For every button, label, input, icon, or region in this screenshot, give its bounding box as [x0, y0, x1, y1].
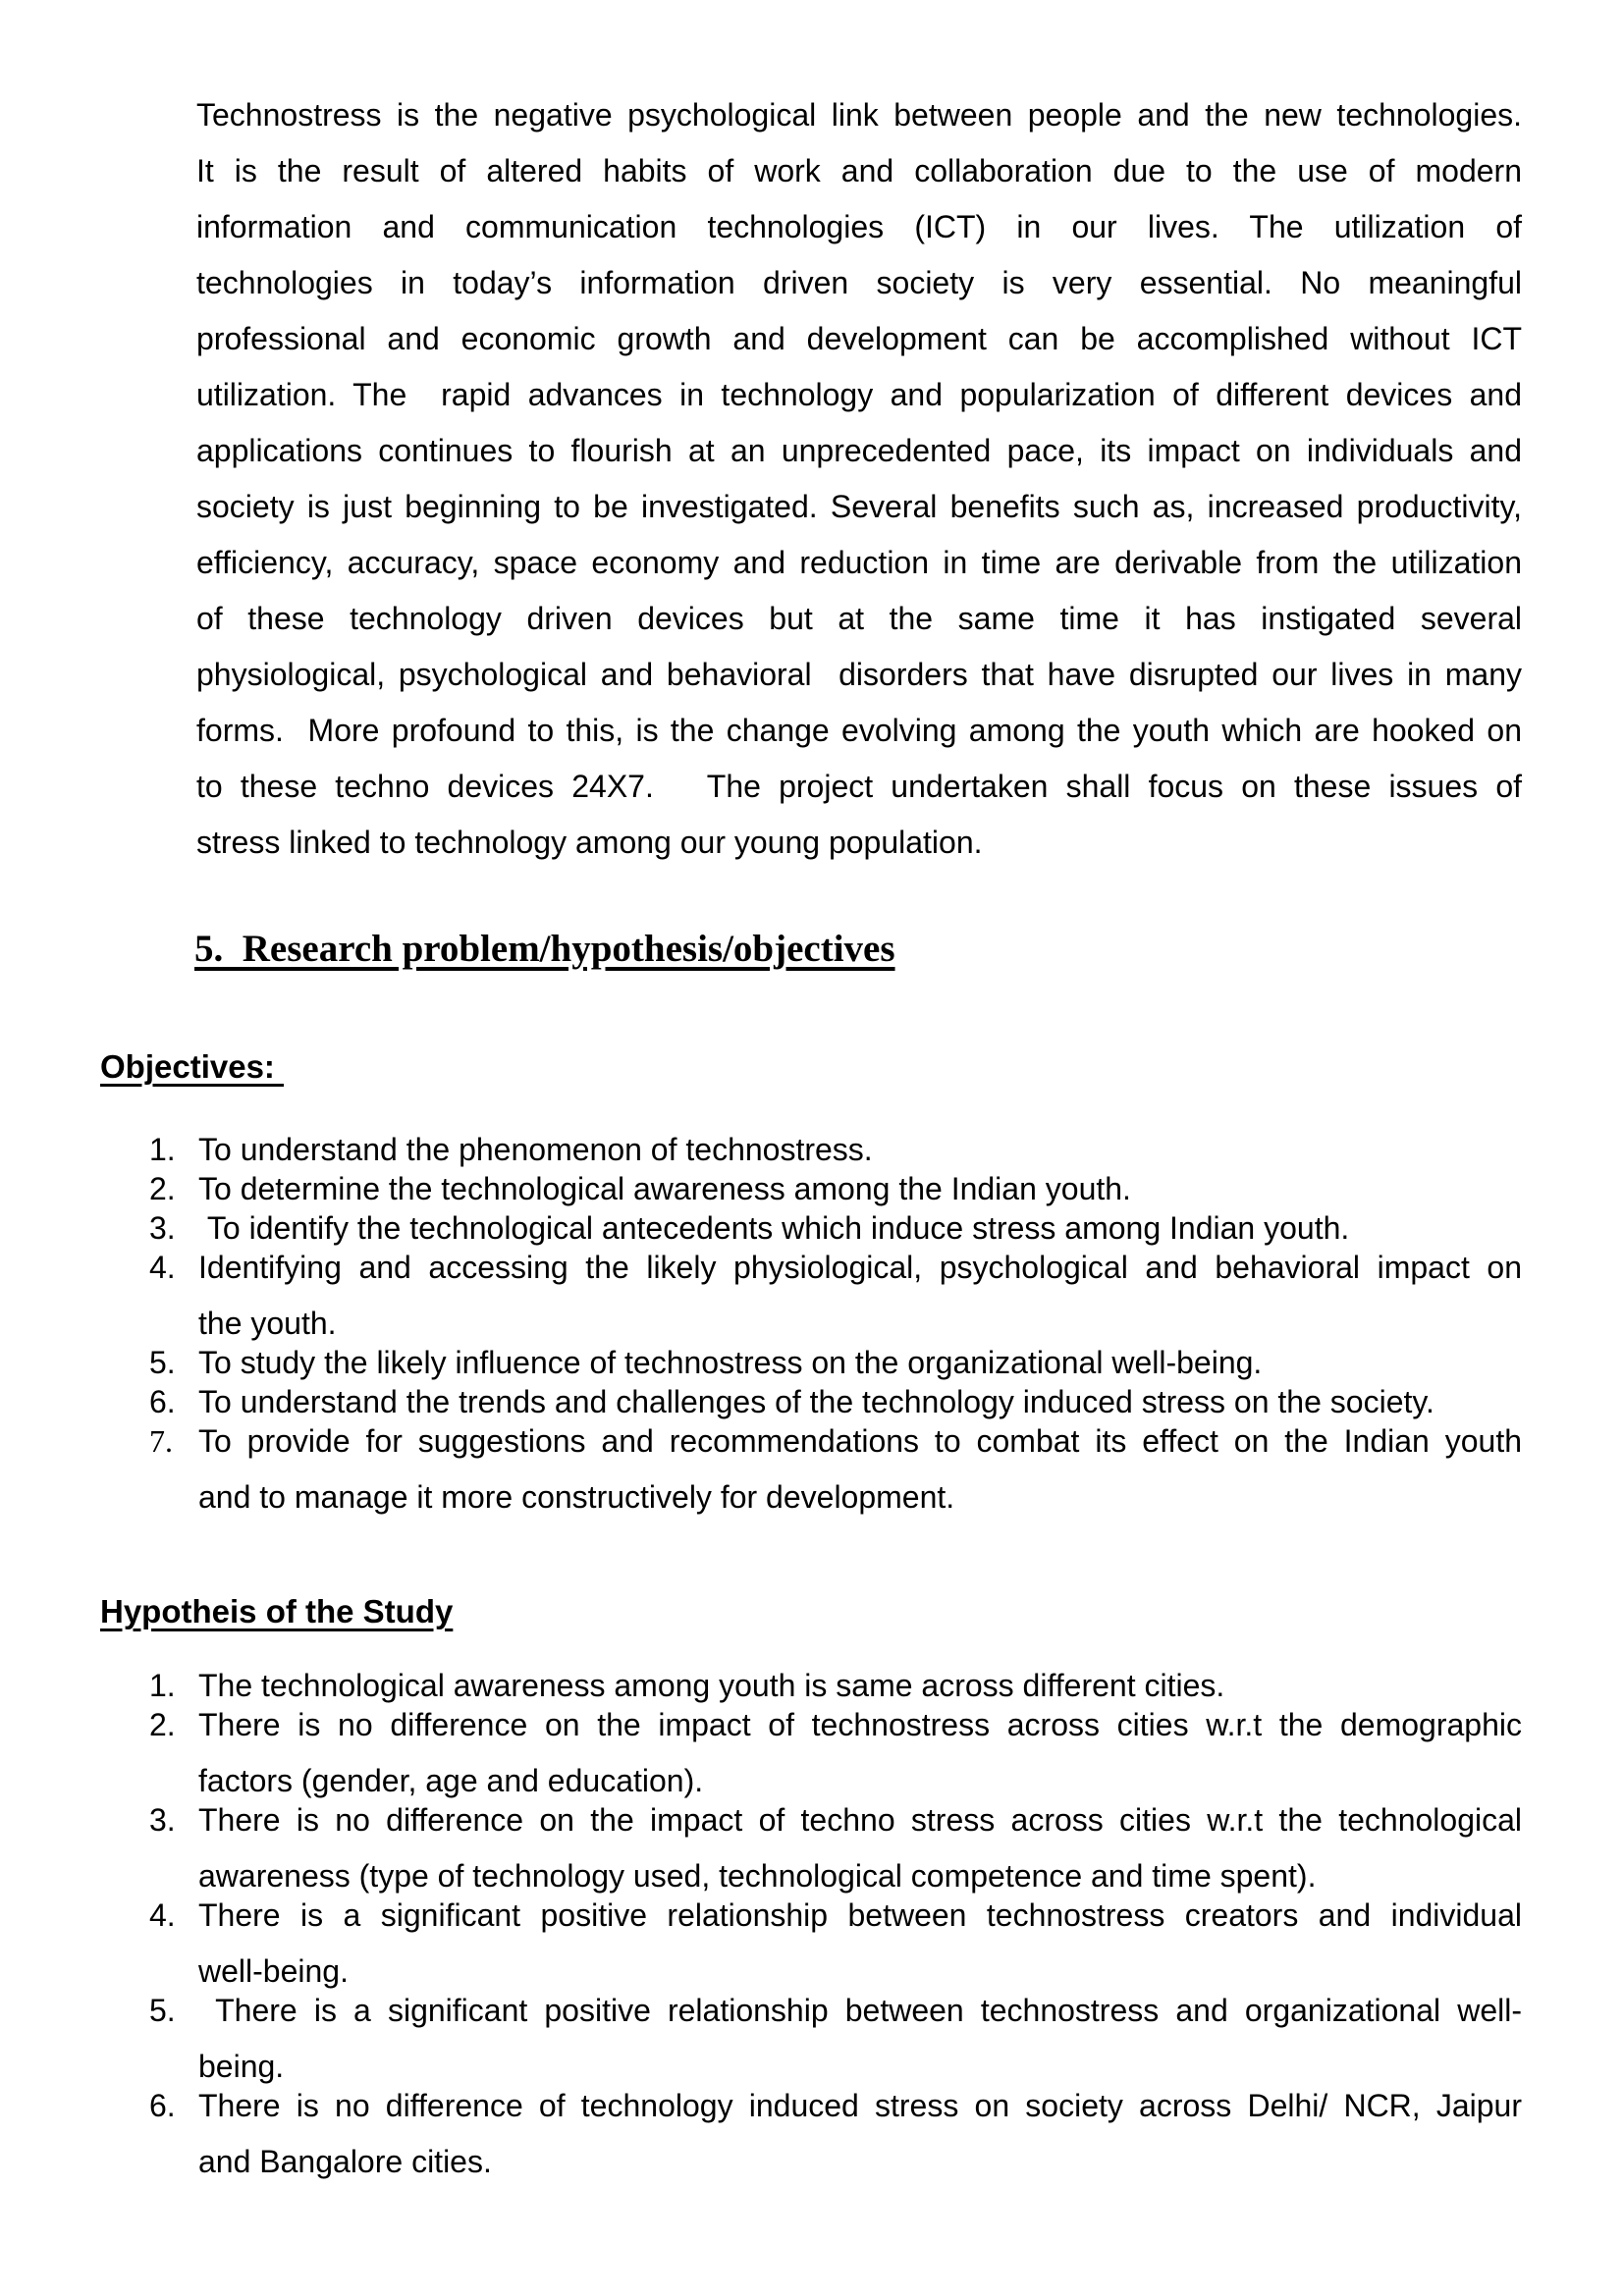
list-item-number: 6.: [149, 1384, 176, 1419]
objectives-heading: Objectives:: [100, 1048, 285, 1085]
list-item-line: To provide for suggestions and recommendations to combat its effect on the Indian youth: [198, 1423, 1522, 1459]
list-item-line: being.: [198, 2049, 285, 2084]
list-item: [0, 1130, 1623, 1169]
list-item-line: To study the likely influence of technostress on the organizational well-being.: [198, 1345, 1263, 1380]
list-item: [0, 1800, 1623, 1896]
list-item-line: and Bangalore cities.: [198, 2144, 492, 2179]
paragraph-line: of these technology driven devices but at the same time it has instigated several: [196, 601, 1522, 636]
list-item-number: 3.: [149, 1210, 176, 1246]
list-item-line: awareness (type of technology used, technological competence and time spent).: [198, 1858, 1317, 1894]
paragraph-line: to these techno devices 24X7. The project undertaken shall focus on these issues of: [196, 769, 1522, 804]
list-item-line: The technological awareness among youth is same across different cities.: [198, 1668, 1225, 1703]
list-item: [0, 1208, 1623, 1248]
hypothesis-list: [0, 1666, 1623, 2181]
list-item: [0, 1991, 1623, 2086]
list-item: [0, 1343, 1623, 1382]
paragraph-line: society is just beginning to be investigated. Several benefits such as, increased productivity,: [196, 489, 1522, 524]
list-item-line: To understand the trends and challenges of the technology induced stress on the society.: [198, 1384, 1434, 1419]
list-item-number: 5.: [149, 1993, 176, 2028]
paragraph-line: stress linked to technology among our young population.: [196, 825, 983, 860]
list-item-line: and to manage it more constructively for development.: [198, 1479, 955, 1515]
list-item-line: There is no difference on the impact of technostress across cities w.r.t the demographic: [198, 1707, 1522, 1742]
list-item-number: 4.: [149, 1897, 176, 1933]
list-item-number: 1.: [149, 1132, 176, 1167]
paragraph-line: It is the result of altered habits of work and collaboration due to the use of modern: [196, 153, 1522, 188]
list-item: [0, 2086, 1623, 2181]
list-item-line: To identify the technological antecedents which induce stress among Indian youth.: [198, 1210, 1350, 1246]
paragraph-line: efficiency, accuracy, space economy and reduction in time are derivable from the utilization: [196, 545, 1522, 580]
list-item-number: 4.: [149, 1250, 176, 1285]
list-item-line: There is no difference of technology induced stress on society across Delhi/ NCR, Jaipur: [198, 2088, 1522, 2123]
intro-paragraph: [196, 87, 1522, 871]
list-item-line: well-being.: [198, 1953, 349, 1989]
paragraph-line: technologies in today’s information driven society is very essential. No meaningful: [196, 265, 1522, 300]
list-item: [0, 1248, 1623, 1343]
list-item: [0, 1169, 1623, 1208]
list-item-line: factors (gender, age and education).: [198, 1763, 704, 1798]
paragraph-line: information and communication technologies (ICT) in our lives. The utilization of: [196, 209, 1522, 244]
list-item-number: 7.: [149, 1423, 173, 1459]
paragraph-line: professional and economic growth and development can be accomplished without ICT: [196, 321, 1522, 356]
list-item-number: 5.: [149, 1345, 176, 1380]
hypothesis-heading: Hypotheis of the Study: [100, 1593, 454, 1629]
list-item-number: 3.: [149, 1802, 176, 1838]
list-item-line: To understand the phenomenon of technostress.: [198, 1132, 873, 1167]
list-item-line: Identifying and accessing the likely physiological, psychological and behavioral impact on: [198, 1250, 1522, 1285]
list-item-line: There is a significant positive relationship between technostress creators and individual: [198, 1897, 1522, 1933]
list-item: [0, 1705, 1623, 1800]
list-item-number: 1.: [149, 1668, 176, 1703]
list-item: [0, 1382, 1623, 1421]
paragraph-line: applications continues to flourish at an unprecedented pace, its impact on individuals and: [196, 433, 1522, 468]
paragraph-line: physiological, psychological and behavioral disorders that have disrupted our lives in many: [196, 657, 1522, 692]
paragraph-line: Technostress is the negative psychological link between people and the new technologies.: [196, 97, 1522, 133]
section-heading-research-problem: 5. Research problem/hypothesis/objectives: [194, 928, 895, 970]
list-item-number: 2.: [149, 1171, 176, 1206]
list-item-number: 2.: [149, 1707, 176, 1742]
list-item-line: There is no difference on the impact of techno stress across cities w.r.t the technological: [198, 1802, 1522, 1838]
list-item-number: 6.: [149, 2088, 176, 2123]
list-item: [0, 1421, 1623, 1517]
list-item-line: There is a significant positive relationship between technostress and organizational well-: [198, 1993, 1523, 2028]
paragraph-line: forms. More profound to this, is the change evolving among the youth which are hooked on: [196, 713, 1522, 748]
list-item-line: the youth.: [198, 1306, 337, 1341]
objectives-list: [0, 1130, 1623, 1517]
list-item: [0, 1666, 1623, 1705]
list-item-line: To determine the technological awareness among the Indian youth.: [198, 1171, 1131, 1206]
list-item: [0, 1896, 1623, 1991]
paragraph-line: utilization. The rapid advances in technology and popularization of different devices and: [196, 377, 1522, 412]
